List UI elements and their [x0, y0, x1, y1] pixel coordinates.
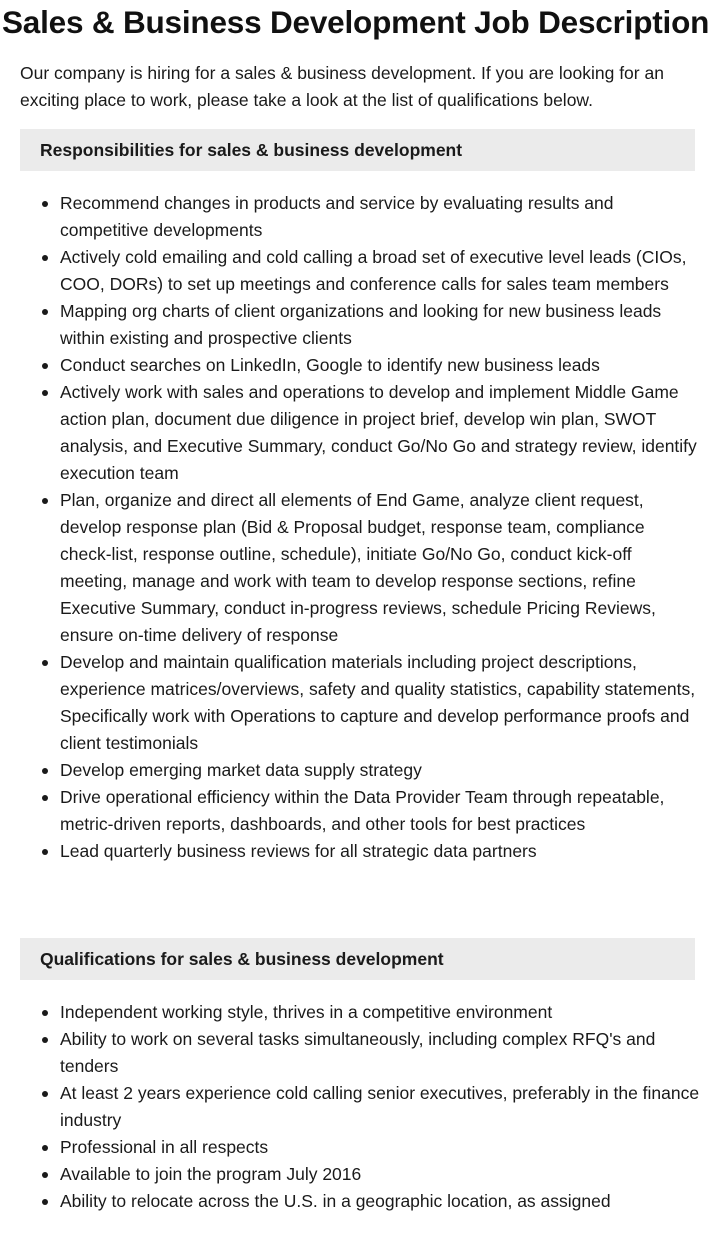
- list-item-text: Drive operational efficiency within the Data Provider Team through repeatable, metric-driven reports, dashboards, and other tools for best practices: [60, 787, 665, 834]
- list-item-text: Develop and maintain qualification materials including project descriptions, experience matrices/overviews, safety and quality statistics, capability statements, Specifically work with Operations to capture and develop performance proofs and client testimonials: [60, 652, 696, 753]
- intro-paragraph: Our company is hiring for a sales & business development. If you are looking for an exciting place to work, please take a look at the list of qualifications below.: [20, 63, 664, 110]
- list-item: [20, 298, 700, 352]
- list-item: [20, 379, 700, 487]
- bullet-icon: [42, 390, 48, 396]
- bullet-icon: [42, 660, 48, 666]
- responsibilities-list: [20, 190, 700, 865]
- bullet-icon: [42, 1172, 48, 1178]
- list-item: [20, 352, 700, 379]
- bullet-icon: [42, 795, 48, 801]
- bullet-icon: [42, 1010, 48, 1016]
- list-item: [20, 1161, 700, 1188]
- list-item-text: Mapping org charts of client organizations and looking for new business leads within existing and prospective clients: [60, 301, 662, 348]
- list-item-text: Develop emerging market data supply strategy: [60, 760, 422, 780]
- bullet-icon: [42, 1145, 48, 1151]
- bullet-icon: [42, 1199, 48, 1205]
- bullet-icon: [42, 768, 48, 774]
- bullet-icon: [42, 1091, 48, 1097]
- list-item: [20, 757, 700, 784]
- qualifications-heading: Qualifications for sales & business development: [20, 938, 695, 980]
- responsibilities-heading: Responsibilities for sales & business development: [20, 129, 695, 171]
- bullet-icon: [42, 201, 48, 207]
- list-item-text: Lead quarterly business reviews for all strategic data partners: [60, 841, 537, 861]
- list-item-text: Ability to relocate across the U.S. in a geographic location, as assigned: [60, 1191, 611, 1211]
- bullet-icon: [42, 1037, 48, 1043]
- list-item: [20, 784, 700, 838]
- list-item-text: Actively work with sales and operations to develop and implement Middle Game action plan, document due diligence in project brief, develop win plan, SWOT analysis, and Executive Summary, conduct Go/No Go and strategy review, identify execution team: [60, 382, 697, 483]
- list-item-text: Ability to work on several tasks simultaneously, including complex RFQ's and tenders: [60, 1029, 656, 1076]
- list-item-text: Independent working style, thrives in a competitive environment: [60, 1002, 553, 1022]
- list-item-text: Recommend changes in products and service by evaluating results and competitive developments: [60, 193, 614, 240]
- bullet-icon: [42, 498, 48, 504]
- bullet-icon: [42, 309, 48, 315]
- page-title: Sales & Business Development Job Description: [2, 4, 710, 40]
- qualifications-list: [20, 999, 700, 1215]
- list-item: [20, 1080, 700, 1134]
- bullet-icon: [42, 363, 48, 369]
- list-item: [20, 487, 700, 649]
- list-item-text: At least 2 years experience cold calling senior executives, preferably in the finance industry: [60, 1083, 700, 1130]
- list-item: [20, 1026, 700, 1080]
- list-item: [20, 999, 700, 1026]
- list-item-text: Conduct searches on LinkedIn, Google to identify new business leads: [60, 355, 600, 375]
- list-item: [20, 838, 700, 865]
- list-item: [20, 244, 700, 298]
- list-item-text: Professional in all respects: [60, 1137, 269, 1157]
- bullet-icon: [42, 255, 48, 261]
- list-item: [20, 1188, 700, 1215]
- list-item: [20, 1134, 700, 1161]
- list-item: [20, 649, 700, 757]
- bullet-icon: [42, 849, 48, 855]
- list-item: [20, 190, 700, 244]
- list-item-text: Plan, organize and direct all elements of End Game, analyze client request, develop response plan (Bid & Proposal budget, response team, compliance check-list, response outline, schedule), initiate Go/No Go, conduct kick-off meeting, manage and work with team to develop response sections, refine Executive Summary, conduct in-progress reviews, schedule Pricing Reviews, ensure on-time delivery of response: [60, 490, 656, 645]
- list-item-text: Actively cold emailing and cold calling a broad set of executive level leads (CIOs, COO, DORs) to set up meetings and conference calls for sales team members: [60, 247, 687, 294]
- list-item-text: Available to join the program July 2016: [60, 1164, 362, 1184]
